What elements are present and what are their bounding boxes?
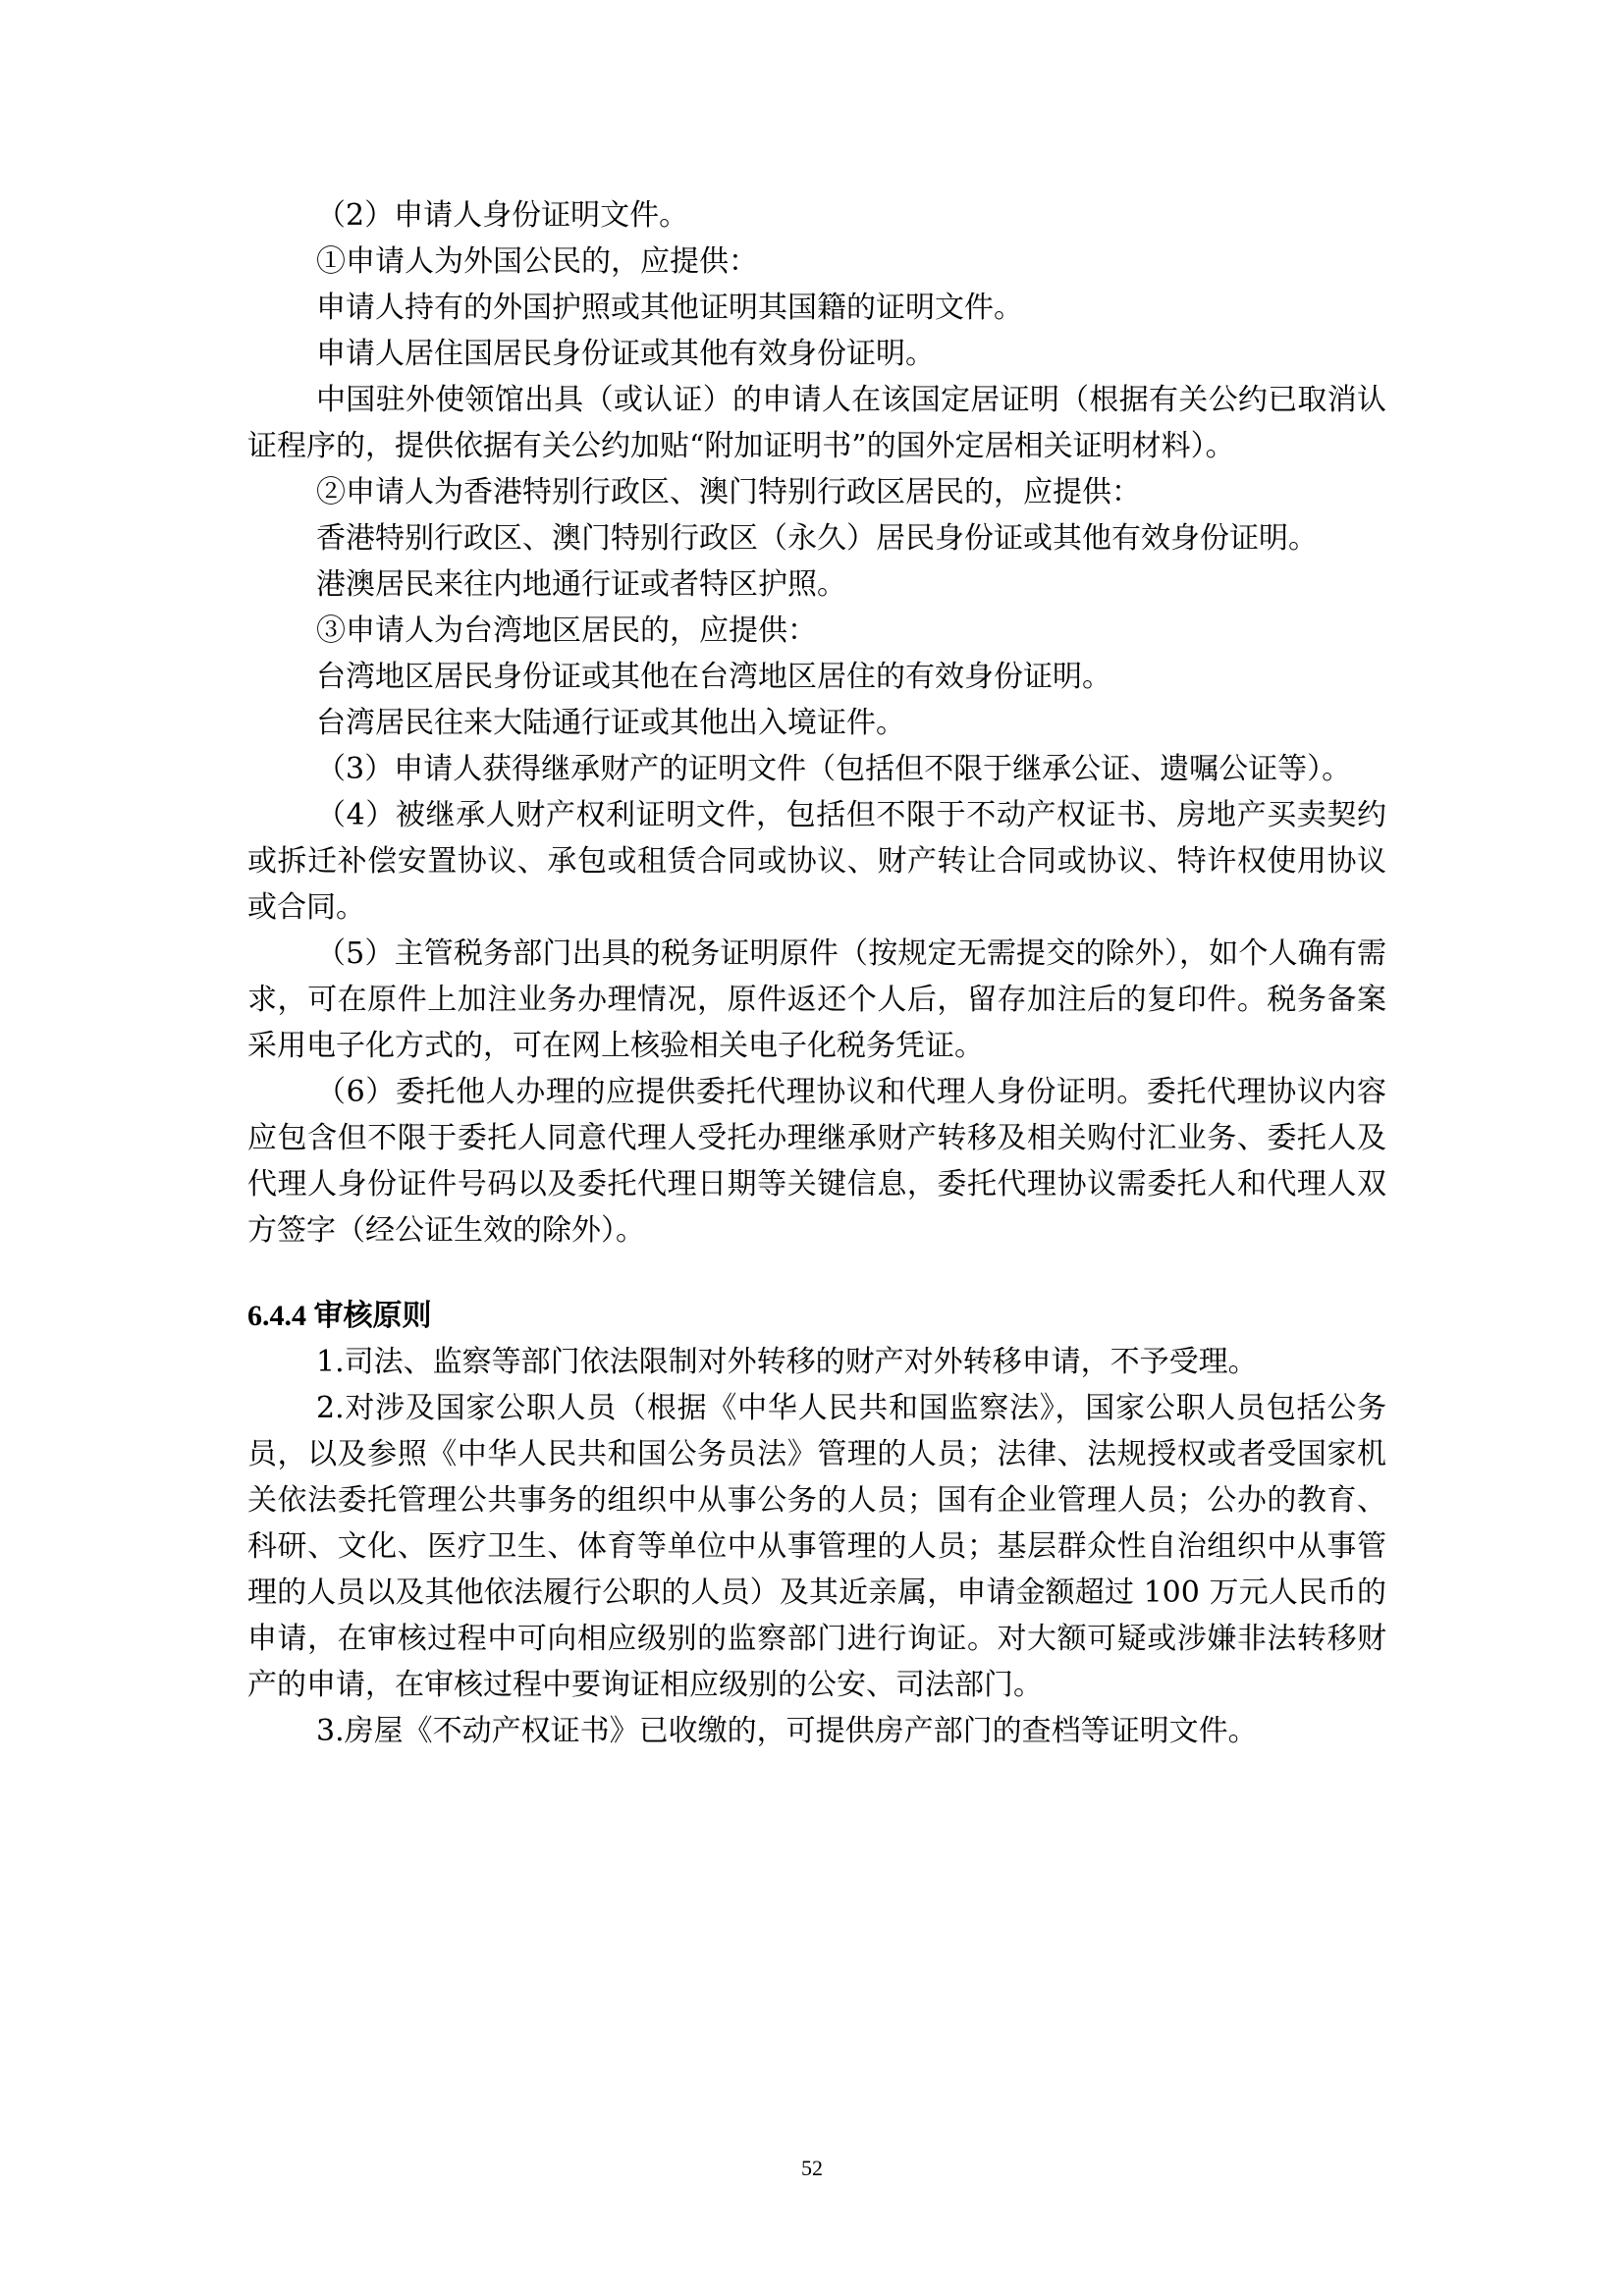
paragraph-item-6-entrustment: （6）委托他人办理的应提供委托代理协议和代理人身份证明。委托代理协议内容应包含但不限于委托人同意代理人受托办理继承财产转移及相关购付汇业务、委托人及代理人身份证件号码以及委托代理日期等关键信息，委托代理协议需委托人和代理人双方签字（经公证生效的除外）。 bbox=[247, 1075, 1386, 1248]
page-number: 52 bbox=[801, 2156, 823, 2180]
paragraph-item-5-tax-certificate: （5）主管税务部门出具的税务证明原件（按规定无需提交的除外），如个人确有需求，可在原件上加注业务办理情况，原件返还个人后，留存加注后的复印件。税务备案采用电子化方式的，可在网上核验相关电子化税务凭证。 bbox=[247, 936, 1386, 1063]
paragraph-taiwan-id: 台湾地区居民身份证或其他在台湾地区居住的有效身份证明。 bbox=[316, 660, 1111, 694]
paragraph-item-2-identity: （2）申请人身份证明文件。 bbox=[316, 198, 689, 233]
section-heading: 6.4.4 审核原则 bbox=[247, 1300, 432, 1332]
paragraph-foreign-citizen: ①申请人为外国公民的，应提供： bbox=[316, 244, 758, 279]
paragraph-hk-macao-resident: ②申请人为香港特别行政区、澳门特别行政区居民的，应提供： bbox=[316, 475, 1141, 509]
paragraph-embassy-certificate: 中国驻外使领馆出具（或认证）的申请人在该国定居证明（根据有关公约已取消认证程序的，提供依据有关公约加贴“附加证明书”的国外定居相关证明材料）。 bbox=[247, 383, 1386, 463]
paragraph-principle-3: 3.房屋《不动产权证书》已收缴的，可提供房产部门的查档等证明文件。 bbox=[316, 1714, 1258, 1748]
paragraph-foreign-passport: 申请人持有的外国护照或其他证明其国籍的证明文件。 bbox=[316, 291, 1023, 325]
paragraph-hk-macao-permit: 港澳居民来往内地通行证或者特区护照。 bbox=[316, 567, 846, 602]
paragraph-resident-id: 申请人居住国居民身份证或其他有效身份证明。 bbox=[316, 337, 935, 371]
paragraph-taiwan-resident: ③申请人为台湾地区居民的，应提供： bbox=[316, 614, 817, 648]
paragraph-item-4-property-rights: （4）被继承人财产权利证明文件，包括但不限于不动产权证书、房地产买卖契约或拆迁补偿安置协议、承包或租赁合同或协议、财产转让合同或协议、特许权使用协议或合同。 bbox=[247, 798, 1386, 925]
paragraph-principle-1: 1.司法、监察等部门依法限制对外转移的财产对外转移申请，不予受理。 bbox=[316, 1345, 1258, 1379]
paragraph-principle-2: 2.对涉及国家公职人员（根据《中华人民共和国监察法》，国家公职人员包括公务员，以及参照《中华人民共和国公务员法》管理的人员；法律、法规授权或者受国家机关依法委托管理公共事务的组织中从事公务的人员；国有企业管理人员；公办的教育、科研、文化、医疗卫生、体育等单位中从事管理的人员；基层群众性自治组织中从事管理的人员以及其他依法履行公职的人员）及其近亲属，申请金额超过 100 万元人民币的申请，在审核过程中可向相应级别的监察部门进行询证。对大额可疑或涉嫌非法转移财产的申请，在审核过程中要询证相应级别的公安、司法部门。 bbox=[247, 1391, 1386, 1702]
paragraph-taiwan-permit: 台湾居民往来大陆通行证或其他出入境证件。 bbox=[316, 706, 905, 740]
page-content bbox=[247, 192, 1386, 1754]
paragraph-item-3-inheritance: （3）申请人获得继承财产的证明文件（包括但不限于继承公证、遗嘱公证等）。 bbox=[316, 752, 1352, 786]
paragraph-hk-macao-id: 香港特别行政区、澳门特别行政区（永久）居民身份证或其他有效身份证明。 bbox=[316, 521, 1318, 556]
